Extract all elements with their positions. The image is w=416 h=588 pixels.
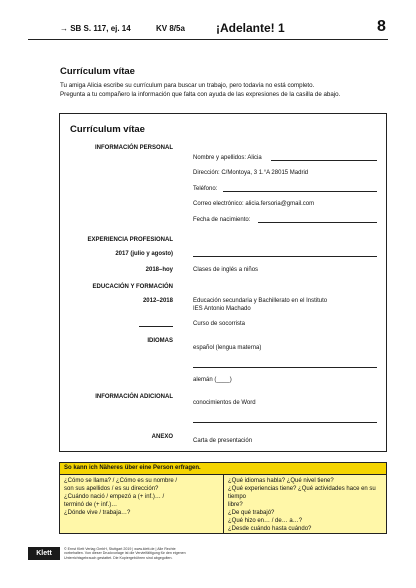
task-intro-line-1: Tu amiga Alicia escribe su currículum para buscar un trabajo, pero todavía no está completo. <box>60 82 315 89</box>
expression-left-2: son sus apellidos / es su dirección? <box>64 486 159 492</box>
page-number: 8 <box>377 18 386 35</box>
task-title: Currículum vítae <box>60 66 135 77</box>
section-additional-heading: INFORMACIÓN ADICIONAL <box>95 394 173 400</box>
expression-right-2: ¿Qué experiencias tiene? ¿Qué actividades hace en su tiempo <box>228 486 376 500</box>
education-1-line-b: IES Antonio Machado <box>193 306 251 312</box>
phone-label: Teléfono: <box>193 186 218 192</box>
education-2-period-blank-line[interactable] <box>139 326 173 327</box>
textbook-reference: → SB S. 117, ej. 14 <box>60 24 131 33</box>
section-education-heading: EDUCACIÓN Y FORMACIÓN <box>92 284 173 290</box>
email-field: Correo electrónico: alicia.fersoria@gmail.com <box>193 201 315 207</box>
experience-period-2: 2018–hoy <box>145 267 173 273</box>
expression-right-3: libre? <box>228 502 243 508</box>
experience-2-text: Clases de inglés a niños <box>193 267 259 273</box>
publisher-logo: Klett <box>28 547 60 560</box>
expressions-right-column <box>228 477 386 533</box>
cv-title: Currículum vítae <box>70 124 145 135</box>
book-title: ¡Adelante! 1 <box>216 21 285 35</box>
header-rule <box>28 39 388 40</box>
section-personal-heading: INFORMACIÓN PERSONAL <box>95 145 173 151</box>
phone-blank-line[interactable] <box>223 191 377 192</box>
expression-left-1: ¿Cómo se llama? / ¿Cómo es su nombre / <box>64 478 178 484</box>
birthdate-blank-line[interactable] <box>258 222 377 223</box>
additional-blank-line[interactable] <box>193 422 377 423</box>
expressions-left-column <box>64 477 220 517</box>
expression-right-1: ¿Qué idiomas habla? ¿Qué nivel tiene? <box>228 478 334 484</box>
copyright-line-1: © Ernst Klett Verlag GmbH, Stuttgart 2019 | www.klett.de | Alle Rechte <box>64 547 176 551</box>
education-2-text: Curso de socorrista <box>193 321 246 327</box>
expression-left-4: terminó de (+ inf.)… <box>64 502 118 508</box>
expression-right-5: ¿Qué hizo en… / de… a…? <box>228 518 303 524</box>
name-field <box>193 155 262 161</box>
language-2-text: alemán (____) <box>193 377 232 383</box>
expression-left-5: ¿Dónde vive / trabaja…? <box>64 510 131 516</box>
section-experience-heading: EXPERIENCIA PROFESIONAL <box>87 237 173 243</box>
address-field: Dirección: C/Montoya, 3 1.°A 28015 Madrid <box>193 170 309 176</box>
name-label: Nombre y apellidos: Alicia <box>193 155 262 161</box>
experience-period-1: 2017 (julio y agosto) <box>115 251 173 257</box>
name-blank-line[interactable] <box>271 160 377 161</box>
expressions-box-divider <box>223 475 224 534</box>
expressions-box-heading: So kann ich Näheres über eine Person erfragen. <box>64 465 201 471</box>
section-annex-heading: ANEXO <box>151 434 173 440</box>
expressions-box <box>59 462 387 534</box>
education-period-1: 2012–2018 <box>142 298 173 304</box>
task-intro-line-2: Pregunta a tu compañero la información que falta con ayuda de las expresiones de la casilla de abajo. <box>60 91 341 98</box>
worksheet-code: KV 8/5a <box>156 24 185 33</box>
copyright-line-2: vorbehalten. Von dieser Druckvorlage ist die Vervielfältigung für den eigenen <box>64 551 186 556</box>
experience-1-blank-line[interactable] <box>193 256 377 257</box>
birthdate-label: Fecha de nacimiento: <box>193 217 251 223</box>
section-languages-heading: IDIOMAS <box>147 338 173 344</box>
copyright-notice <box>64 547 214 560</box>
copyright-line-3: Unterrichtsgebrauch gestattet. Die Kopiergebühren sind abgegolten. <box>64 555 173 560</box>
expression-left-3: ¿Cuándo nació / empezó a (+ inf.)… / <box>64 494 165 500</box>
additional-1-text: conocimientos de Word <box>193 400 256 406</box>
expression-right-4: ¿De qué trabajó? <box>228 510 275 516</box>
expression-right-6: ¿Desde cuándo hasta cuándo? <box>228 526 312 532</box>
annex-1-text: Carta de presentación <box>193 438 253 444</box>
language-extra-blank-line[interactable] <box>193 367 377 368</box>
language-1-text: español (lengua materna) <box>193 345 262 351</box>
education-1-line-a: Educación secundaria y Bachillerato en el Instituto <box>193 298 328 304</box>
